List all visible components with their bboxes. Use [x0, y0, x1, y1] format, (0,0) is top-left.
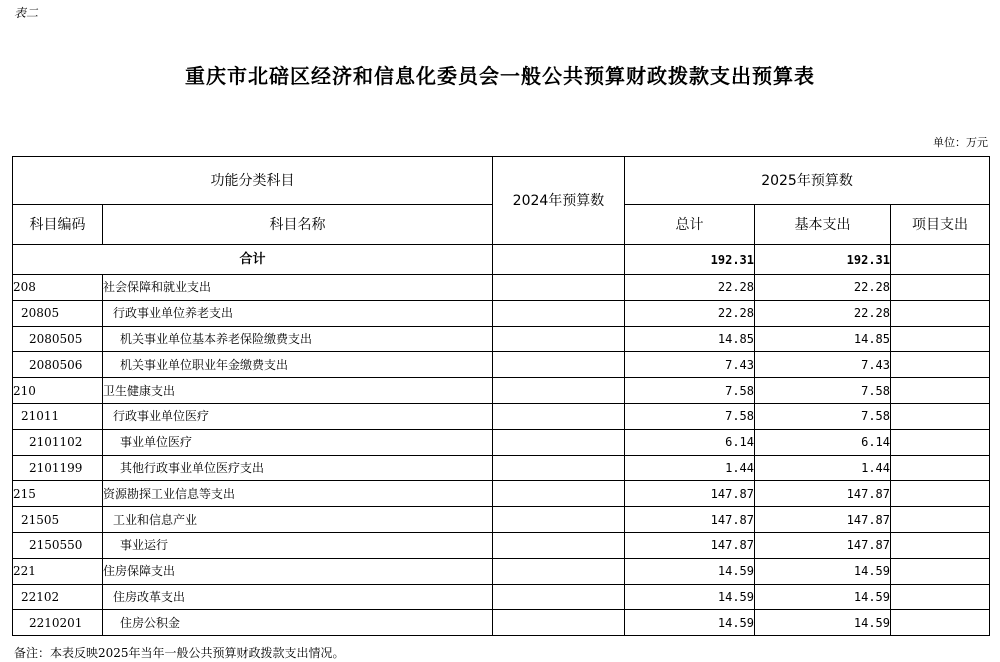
row-name: 其他行政事业单位医疗支出: [103, 455, 493, 481]
row-basic: 147.87: [755, 532, 891, 558]
row-basic: 7.58: [755, 403, 891, 429]
row-basic: 22.28: [755, 275, 891, 301]
row-budget-2024: [493, 275, 625, 301]
row-code: 2101102: [13, 429, 103, 455]
row-total: 7.58: [625, 378, 755, 404]
row-basic: 147.87: [755, 507, 891, 533]
row-total: 14.59: [625, 584, 755, 610]
row-code: 2210201: [13, 610, 103, 636]
table-number-label: 表二: [14, 6, 39, 20]
header-total: 总计: [625, 205, 755, 245]
row-name: 住房保障支出: [103, 558, 493, 584]
row-name: 工业和信息产业: [103, 507, 493, 533]
row-code: 2080505: [13, 326, 103, 352]
row-name: 事业运行: [103, 532, 493, 558]
row-total: 22.28: [625, 275, 755, 301]
row-basic: 147.87: [755, 481, 891, 507]
table-row: [13, 403, 990, 429]
row-name: 社会保障和就业支出: [103, 275, 493, 301]
row-project: [891, 300, 990, 326]
row-project: [891, 352, 990, 378]
footnote: 备注：本表反映2025年当年一般公共预算财政拨款支出情况。: [14, 646, 345, 660]
row-code: 210: [13, 378, 103, 404]
table-row: [13, 507, 990, 533]
row-code: 215: [13, 481, 103, 507]
row-budget-2024: [493, 326, 625, 352]
row-budget-2024: [493, 558, 625, 584]
row-code: 20805: [13, 300, 103, 326]
table-row: [13, 455, 990, 481]
total-budget-2024: [493, 245, 625, 275]
table-row: [13, 352, 990, 378]
row-project: [891, 532, 990, 558]
header-project: 项目支出: [891, 205, 990, 245]
row-project: [891, 403, 990, 429]
row-basic: 14.59: [755, 610, 891, 636]
table-row: [13, 275, 990, 301]
row-basic: 14.85: [755, 326, 891, 352]
row-name: 卫生健康支出: [103, 378, 493, 404]
header-budget-2025: 2025年预算数: [625, 157, 990, 205]
table-row: [13, 558, 990, 584]
row-total: 22.28: [625, 300, 755, 326]
row-code: 2080506: [13, 352, 103, 378]
header-basic: 基本支出: [755, 205, 891, 245]
row-basic: 1.44: [755, 455, 891, 481]
row-budget-2024: [493, 455, 625, 481]
row-code: 208: [13, 275, 103, 301]
row-total: 147.87: [625, 532, 755, 558]
header-name: 科目名称: [103, 205, 493, 245]
total-row: [13, 245, 990, 275]
row-code: 22102: [13, 584, 103, 610]
table-row: [13, 584, 990, 610]
row-name: 机关事业单位基本养老保险缴费支出: [103, 326, 493, 352]
row-name: 住房公积金: [103, 610, 493, 636]
budget-table: [12, 156, 990, 636]
header-row-1: [13, 157, 990, 205]
row-project: [891, 429, 990, 455]
row-total: 14.59: [625, 558, 755, 584]
row-total: 14.59: [625, 610, 755, 636]
page-title: 重庆市北碚区经济和信息化委员会一般公共预算财政拨款支出预算表: [185, 64, 815, 88]
row-total: 14.85: [625, 326, 755, 352]
row-project: [891, 326, 990, 352]
row-budget-2024: [493, 610, 625, 636]
row-budget-2024: [493, 429, 625, 455]
table-row: [13, 610, 990, 636]
row-budget-2024: [493, 403, 625, 429]
row-budget-2024: [493, 300, 625, 326]
row-budget-2024: [493, 352, 625, 378]
row-name: 行政事业单位医疗: [103, 403, 493, 429]
row-budget-2024: [493, 481, 625, 507]
row-basic: 14.59: [755, 584, 891, 610]
row-basic: 7.58: [755, 378, 891, 404]
row-basic: 14.59: [755, 558, 891, 584]
row-name: 行政事业单位养老支出: [103, 300, 493, 326]
row-total: 147.87: [625, 481, 755, 507]
total-project: [891, 245, 990, 275]
row-basic: 22.28: [755, 300, 891, 326]
header-code: 科目编码: [13, 205, 103, 245]
row-budget-2024: [493, 584, 625, 610]
total-basic: 192.31: [755, 245, 891, 275]
row-code: 2150550: [13, 532, 103, 558]
row-total: 6.14: [625, 429, 755, 455]
row-project: [891, 610, 990, 636]
table-row: [13, 532, 990, 558]
row-project: [891, 481, 990, 507]
row-name: 机关事业单位职业年金缴费支出: [103, 352, 493, 378]
total-label: 合计: [13, 245, 493, 275]
row-basic: 6.14: [755, 429, 891, 455]
row-budget-2024: [493, 507, 625, 533]
row-budget-2024: [493, 532, 625, 558]
row-total: 1.44: [625, 455, 755, 481]
row-project: [891, 275, 990, 301]
row-budget-2024: [493, 378, 625, 404]
row-name: 事业单位医疗: [103, 429, 493, 455]
row-project: [891, 507, 990, 533]
row-project: [891, 584, 990, 610]
row-project: [891, 558, 990, 584]
row-total: 7.58: [625, 403, 755, 429]
table-row: [13, 326, 990, 352]
header-function-category: 功能分类科目: [13, 157, 493, 205]
table-row: [13, 429, 990, 455]
row-code: 21011: [13, 403, 103, 429]
unit-label: 单位：万元: [933, 136, 988, 149]
table-row: [13, 481, 990, 507]
row-code: 221: [13, 558, 103, 584]
row-total: 147.87: [625, 507, 755, 533]
header-budget-2024: 2024年预算数: [493, 157, 625, 245]
row-code: 21505: [13, 507, 103, 533]
table-row: [13, 300, 990, 326]
row-project: [891, 455, 990, 481]
row-name: 住房改革支出: [103, 584, 493, 610]
row-name: 资源勘探工业信息等支出: [103, 481, 493, 507]
total-total: 192.31: [625, 245, 755, 275]
row-total: 7.43: [625, 352, 755, 378]
row-project: [891, 378, 990, 404]
row-basic: 7.43: [755, 352, 891, 378]
row-code: 2101199: [13, 455, 103, 481]
table-row: [13, 378, 990, 404]
